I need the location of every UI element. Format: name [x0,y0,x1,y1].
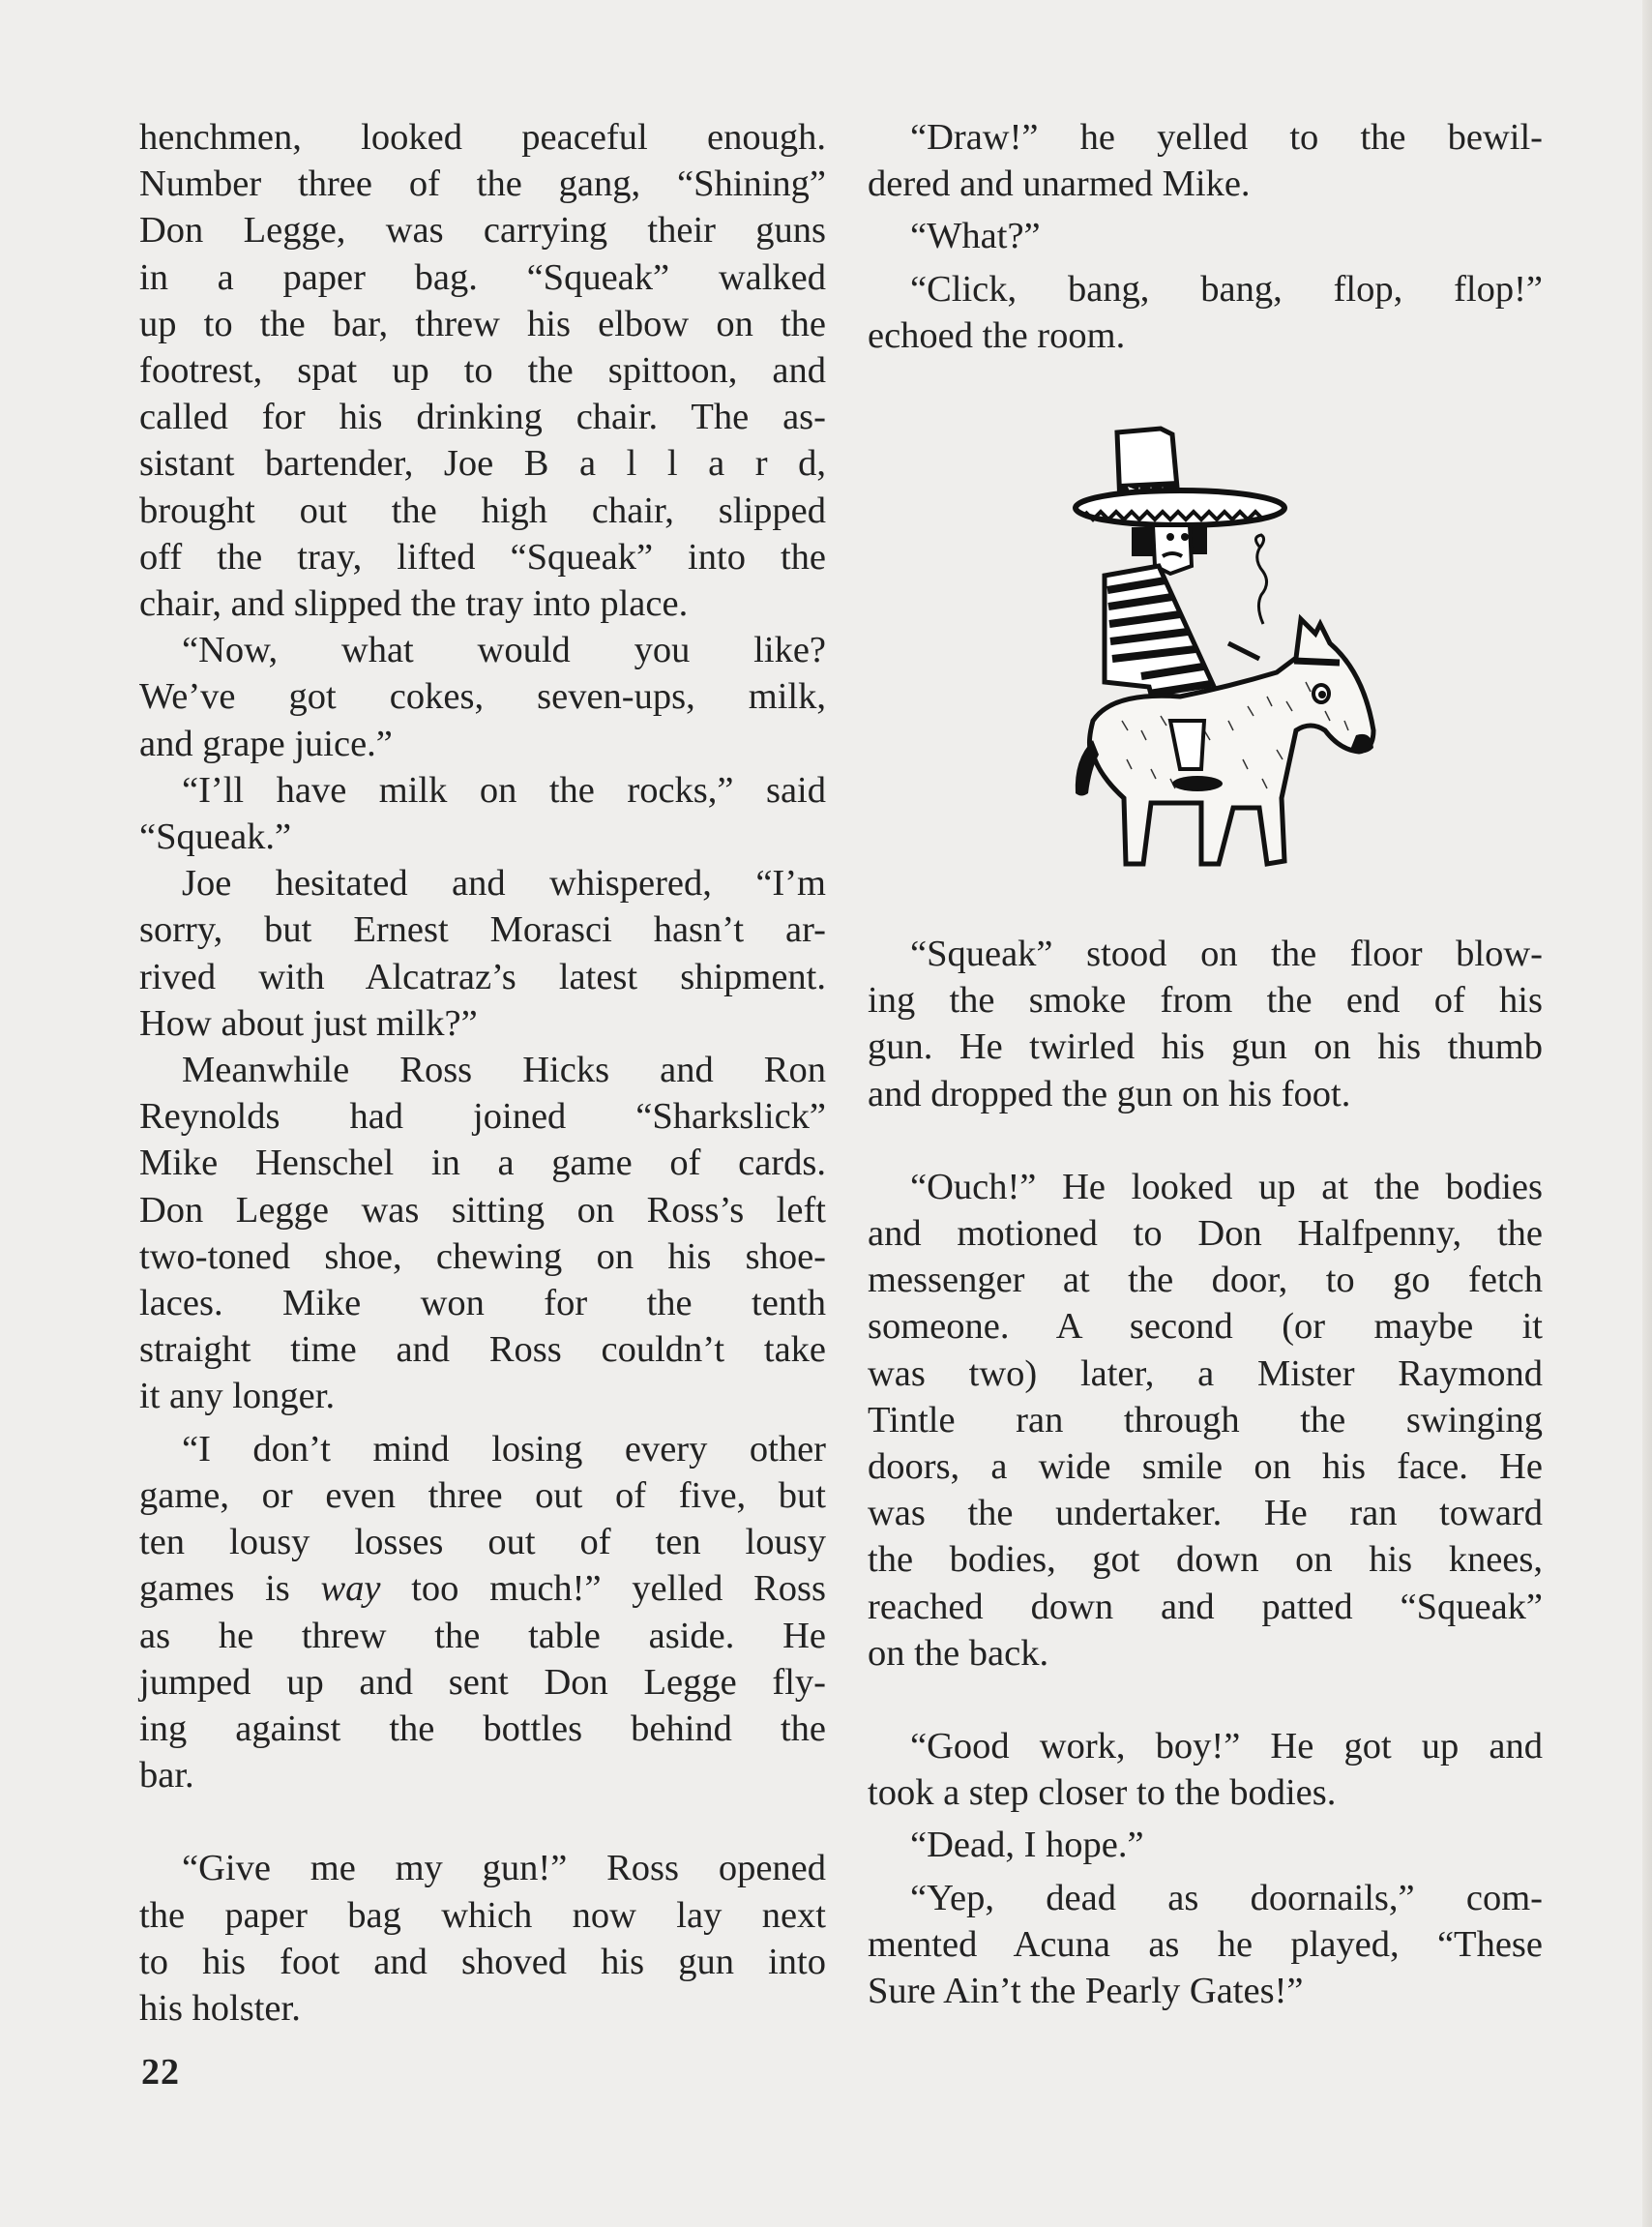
text-line: sistant bartender, Joe B a l l a r d, [139,443,826,485]
text-line: “Good work, boy!” He got up and [910,1726,1543,1767]
text-line: Don Legge, was carrying their guns [139,210,826,252]
text-line: someone. A second (or maybe it [868,1306,1543,1348]
text-line: “Yep, dead as doornails,” com- [910,1877,1543,1918]
paragraph-now-what [139,627,826,767]
text-line: gun. He twirled his gun on his thumb [868,1026,1543,1068]
text-line: was the undertaker. He ran toward [868,1493,1543,1534]
emphasis-way: way [320,1568,381,1610]
paragraph-dont-mind [139,1426,826,1799]
text-line: was two) later, a Mister Raymond [868,1352,1543,1394]
right-column-top [868,114,1543,359]
text-line: bar. [139,1755,194,1796]
paragraph-henchmen [139,114,826,627]
paragraph-squeak-stood [868,931,1543,1117]
text-line: it any longer. [139,1376,336,1417]
text-line: the bodies, got down on his knees, [868,1539,1543,1581]
paragraph-draw [868,114,1543,207]
text-line: How about just milk?” [139,1002,478,1044]
text-line: Tintle ran through the swinging [868,1399,1543,1440]
paragraph-good-work [868,1723,1543,1816]
text-line: laces. Mike won for the tenth [139,1283,826,1324]
paragraph-milk-rocks [139,767,826,860]
paragraph-joe-hesitated [139,860,826,1047]
text-line: called for his drinking chair. The as- [139,397,826,438]
text-line: messenger at the door, to go fetch [868,1260,1543,1301]
paragraph-ouch [868,1164,1543,1677]
text-line: “Click, bang, bang, flop, flop!” [910,268,1543,310]
paragraph-what [868,213,1543,259]
text-line: as he threw the table aside. He [139,1615,826,1656]
smoke-icon [1228,535,1267,659]
text-line: rived with Alcatraz’s latest shipment. [139,956,826,997]
text-line: henchmen, looked peaceful enough. [139,117,826,158]
left-column [139,114,826,2032]
text-line: Joe hesitated and whispered, “I’m [182,863,826,905]
text-line: chair, and slipped the tray into place. [139,583,689,625]
text-line: Reynolds had joined “Sharkslick” [139,1096,826,1138]
text-line: to his foot and shoved his gun into [139,1941,826,1982]
sombrero-icon [1076,429,1284,525]
text-line-way: games is way too much!” yelled Ross [139,1568,826,1610]
text-line: “Dead, I hope.” [910,1825,1144,1866]
paragraph-click-bang [868,266,1543,359]
text-line: reached down and patted “Squeak” [868,1586,1543,1627]
text-line: up to the bar, threw his elbow on the [139,303,826,344]
paragraph-give-me-gun [139,1845,826,2032]
text-line: two-toned shoe, chewing on his shoe- [139,1235,826,1277]
text-line: brought out the high chair, slipped [139,490,826,531]
text-line: off the tray, lifted “Squeak” into the [139,536,826,578]
illustration-man-on-donkey [1035,411,1383,895]
text-line: footrest, spat up to the spittoon, and [139,350,826,392]
text-line: “Now, what would you like? [182,630,826,671]
paragraph-meanwhile [139,1047,826,1420]
paragraph-yep-dead [868,1875,1543,2015]
text-line: “What?” [910,216,1041,257]
text-line: mented Acuna as he played, “These [868,1923,1543,1965]
text-line: ing against the bottles behind the [139,1707,826,1749]
text-line: “Ouch!” He looked up at the bodies [910,1166,1543,1207]
text-line: game, or even three out of five, but [139,1474,826,1516]
text-line: ing the smoke from the end of his [868,980,1543,1022]
text-line: sorry, but Ernest Morasci hasn’t ar- [139,909,826,951]
text-line: “Squeak” stood on the floor blow- [910,934,1543,974]
text-line: Sure Ain’t the Pearly Gates!” [868,1971,1304,2012]
text-line: “Draw!” he yelled to the bewil- [910,117,1543,158]
page-edge [1642,0,1652,2227]
text-line: and dropped the gun on his foot. [868,1073,1351,1114]
text-line: jumped up and sent Don Legge fly- [139,1661,826,1703]
text-line: and grape juice.” [139,723,393,764]
text-line: on the back. [868,1632,1049,1674]
text-line: “Squeak.” [139,817,292,858]
text-line: Mike Henschel in a game of cards. [139,1143,826,1184]
text-line: Don Legge was sitting on Ross’s left [139,1189,826,1231]
text-line: dered and unarmed Mike. [868,163,1251,205]
text-line: echoed the room. [868,314,1126,356]
paragraph-dead-hope [868,1822,1543,1868]
text-line: in a paper bag. “Squeak” walked [139,256,826,298]
text-line: Number three of the gang, “Shining” [139,163,826,205]
text-line: “I’ll have milk on the rocks,” said [182,769,826,811]
right-column-bottom [868,931,1543,2014]
text-line: straight time and Ross couldn’t take [139,1329,826,1371]
page-number: 22 [141,2052,180,2093]
text-line: Meanwhile Ross Hicks and Ron [182,1050,826,1091]
text-line: his holster. [139,1987,301,2029]
text-line: and motioned to Don Halfpenny, the [868,1213,1543,1255]
text-line: ten lousy losses out of ten lousy [139,1522,826,1563]
text-line: “I don’t mind losing every other [182,1428,826,1470]
text-line: doors, a wide smile on his face. He [868,1446,1543,1488]
text-line: took a step closer to the bodies. [868,1772,1337,1814]
text-line: the paper bag which now lay next [139,1894,826,1936]
text-line: “Give me my gun!” Ross opened [182,1848,826,1889]
text-line: We’ve got cokes, seven-ups, milk, [139,676,826,718]
